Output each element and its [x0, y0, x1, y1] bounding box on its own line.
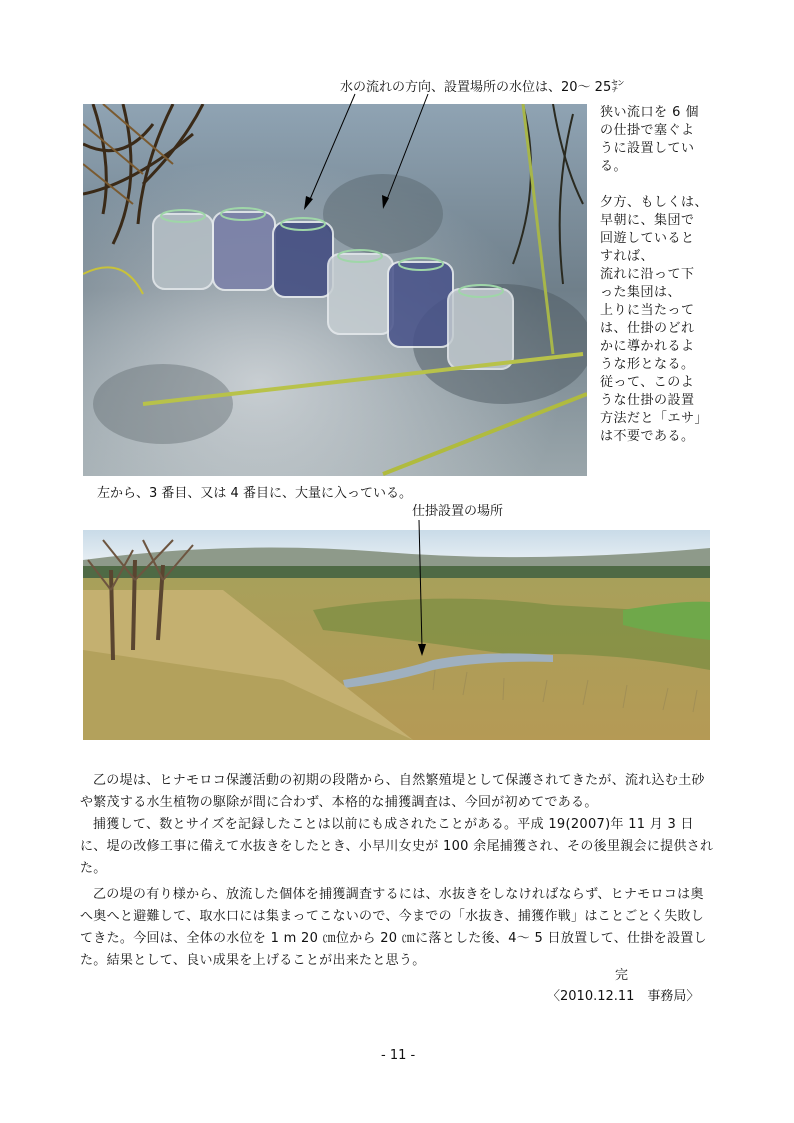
side-note-para2: 夕方、もしくは、 早朝に、集団で 回遊していると すれば、 流れに沿って下 った集団は、 上りに当たって は、仕掛のどれ かに導かれるよ うな形となる。 従って、このよ うな仕掛の設置 方法だと「エサ」 は不要である。: [600, 195, 709, 444]
photo2-label: 仕掛設置の場所: [412, 504, 504, 519]
side-note-para1: 狭い流口を 6 個 の仕掛で塞ぐよ うに設置してい る。: [600, 105, 700, 174]
paragraph-2: 捕獲して、数とサイズを記録したことは以前にも成されたことがある。平成 19(2007)年 11 月 3 日に、堤の改修工事に備えて水抜きをしたとき、小早川女史が 100 余尾捕獲され、その後里親会に提供された。: [80, 817, 714, 876]
body-text-block-1: [80, 770, 716, 880]
photo1-caption: 左から、3 番目、又は 4 番目に、大量に入っている。: [97, 486, 412, 501]
flow-direction-arrows: [300, 92, 440, 212]
end-mark: 完: [615, 968, 629, 983]
paragraph-3: 乙の堤の有り様から、放流した個体を捕獲調査するには、水抜きをしなければならず、ヒナモロコは奥へ奥へと避難して、取水口には集まってこないので、今までの「水抜き、捕獲作戦」はことごとく失敗してきた。今回は、全体の水位を 1 m 20 ㎝位から 20 ㎝に落とした後、4～ 5 日放置して、仕掛を設置した。結果として、良い成果を上げることが出来たと思う。: [80, 887, 707, 968]
location-arrow: [414, 520, 428, 660]
page-number: - 11 -: [381, 1048, 416, 1063]
top-caption: 水の流れの方向、設置場所の水位は、20～ 25㌢: [340, 80, 625, 95]
side-note: [600, 104, 710, 464]
paragraph-1: 乙の堤は、ヒナモロコ保護活動の初期の段階から、自然繁殖堤として保護されてきたが、流れ込む土砂や繁茂する水生植物の駆除が間に合わず、本格的な捕獲調査は、今回が初めてである。: [80, 773, 705, 810]
body-text-block-2: [80, 884, 716, 972]
date-signature: 〈2010.12.11 事務局〉: [547, 989, 700, 1004]
pond-landscape-photo: [83, 530, 710, 740]
